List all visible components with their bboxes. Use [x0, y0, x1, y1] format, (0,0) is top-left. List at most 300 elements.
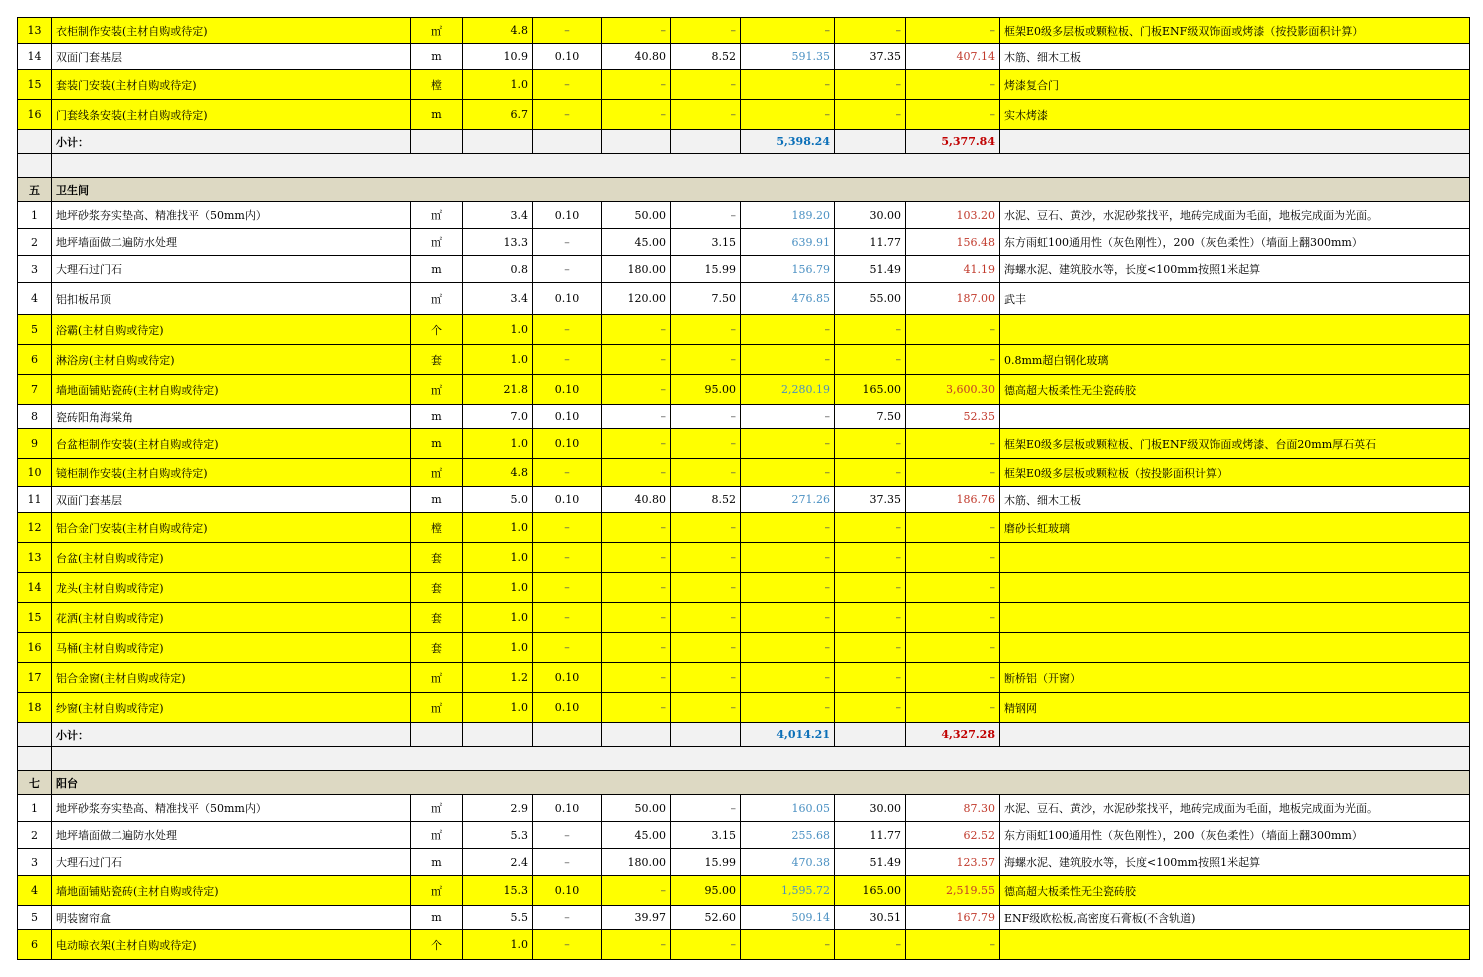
aux-price-cell[interactable]: –: [671, 459, 741, 487]
loss-rate-cell[interactable]: 0.10: [533, 405, 602, 429]
material-price-cell[interactable]: –: [602, 315, 671, 345]
material-price-cell[interactable]: –: [602, 573, 671, 603]
item-name-cell[interactable]: 台盆柜制作安装(主材自购或待定): [52, 429, 411, 459]
row-number-cell[interactable]: 3: [18, 849, 52, 876]
material-total-cell[interactable]: 255.68: [741, 822, 835, 849]
item-name-cell[interactable]: 墙地面铺贴瓷砖(主材自购或待定): [52, 375, 411, 405]
aux-price-cell[interactable]: –: [671, 543, 741, 573]
row-number-cell[interactable]: 16: [18, 633, 52, 663]
row-number-cell[interactable]: 16: [18, 100, 52, 130]
quantity-cell[interactable]: 4.8: [463, 18, 533, 44]
loss-rate-cell[interactable]: –: [533, 345, 602, 375]
row-number-cell[interactable]: 2: [18, 229, 52, 256]
labor-total-cell[interactable]: –: [906, 543, 1000, 573]
quantity-cell[interactable]: 6.7: [463, 100, 533, 130]
note-cell[interactable]: 德高超大板柔性无尘瓷砖胶: [1000, 375, 1470, 405]
material-price-cell[interactable]: –: [602, 513, 671, 543]
loss-rate-cell[interactable]: 0.10: [533, 693, 602, 723]
labor-price-cell[interactable]: 51.49: [835, 256, 906, 283]
material-total-cell[interactable]: –: [741, 603, 835, 633]
labor-total-cell[interactable]: –: [906, 100, 1000, 130]
quantity-cell[interactable]: 1.0: [463, 543, 533, 573]
row-number-cell[interactable]: 5: [18, 315, 52, 345]
item-name-cell[interactable]: 地坪墙面做二遍防水处理: [52, 229, 411, 256]
note-cell[interactable]: 水泥、豆石、黄沙，水泥砂浆找平，地砖完成面为毛面，地板完成面为光面。: [1000, 795, 1470, 822]
labor-total-cell[interactable]: 3,600.30: [906, 375, 1000, 405]
note-cell[interactable]: [1000, 633, 1470, 663]
blank-cell[interactable]: [52, 154, 1470, 178]
material-price-cell[interactable]: 180.00: [602, 849, 671, 876]
material-price-cell[interactable]: –: [602, 405, 671, 429]
row-number-cell[interactable]: 18: [18, 693, 52, 723]
item-name-cell[interactable]: 铝扣板吊顶: [52, 283, 411, 315]
quantity-cell[interactable]: 7.0: [463, 405, 533, 429]
aux-price-cell[interactable]: –: [671, 573, 741, 603]
blank-cell[interactable]: [671, 723, 741, 747]
labor-total-cell[interactable]: –: [906, 18, 1000, 44]
row-number-cell[interactable]: 4: [18, 283, 52, 315]
blank-cell[interactable]: [533, 723, 602, 747]
material-total-cell[interactable]: 2,280.19: [741, 375, 835, 405]
labor-price-cell[interactable]: –: [835, 315, 906, 345]
note-cell[interactable]: [1000, 405, 1470, 429]
note-cell[interactable]: 水泥、豆石、黄沙，水泥砂浆找平，地砖完成面为毛面，地板完成面为光面。: [1000, 202, 1470, 229]
aux-price-cell[interactable]: 7.50: [671, 283, 741, 315]
item-name-cell[interactable]: 瓷砖阳角海棠角: [52, 405, 411, 429]
unit-cell[interactable]: m: [411, 906, 463, 930]
blank-cell[interactable]: [671, 130, 741, 154]
labor-price-cell[interactable]: –: [835, 459, 906, 487]
loss-rate-cell[interactable]: –: [533, 822, 602, 849]
subtotal-labor-total[interactable]: 4,327.28: [906, 723, 1000, 747]
loss-rate-cell[interactable]: 0.10: [533, 283, 602, 315]
material-total-cell[interactable]: –: [741, 513, 835, 543]
item-name-cell[interactable]: 地坪砂浆夯实垫高、精准找平（50mm内）: [52, 795, 411, 822]
unit-cell[interactable]: 套: [411, 633, 463, 663]
labor-total-cell[interactable]: 52.35: [906, 405, 1000, 429]
material-price-cell[interactable]: –: [602, 663, 671, 693]
quantity-cell[interactable]: 1.0: [463, 315, 533, 345]
labor-price-cell[interactable]: 7.50: [835, 405, 906, 429]
row-number-cell[interactable]: 6: [18, 345, 52, 375]
material-total-cell[interactable]: –: [741, 543, 835, 573]
loss-rate-cell[interactable]: –: [533, 849, 602, 876]
subtotal-material-total[interactable]: 4,014.21: [741, 723, 835, 747]
loss-rate-cell[interactable]: –: [533, 930, 602, 960]
labor-total-cell[interactable]: –: [906, 345, 1000, 375]
material-total-cell[interactable]: 470.38: [741, 849, 835, 876]
loss-rate-cell[interactable]: 0.10: [533, 795, 602, 822]
note-cell[interactable]: 框架E0级多层板或颗粒板、门板ENF级双饰面或烤漆（按投影面积计算）: [1000, 18, 1470, 44]
labor-total-cell[interactable]: 87.30: [906, 795, 1000, 822]
row-number-cell[interactable]: 9: [18, 429, 52, 459]
labor-total-cell[interactable]: –: [906, 930, 1000, 960]
blank-cell[interactable]: [463, 130, 533, 154]
unit-cell[interactable]: ㎡: [411, 822, 463, 849]
aux-price-cell[interactable]: 15.99: [671, 849, 741, 876]
labor-total-cell[interactable]: 407.14: [906, 44, 1000, 70]
material-total-cell[interactable]: –: [741, 633, 835, 663]
loss-rate-cell[interactable]: 0.10: [533, 663, 602, 693]
labor-price-cell[interactable]: 37.35: [835, 487, 906, 513]
loss-rate-cell[interactable]: 0.10: [533, 375, 602, 405]
quantity-cell[interactable]: 4.8: [463, 459, 533, 487]
aux-price-cell[interactable]: 3.15: [671, 229, 741, 256]
row-number-cell[interactable]: 1: [18, 795, 52, 822]
material-total-cell[interactable]: 1,595.72: [741, 876, 835, 906]
item-name-cell[interactable]: 明装窗帘盒: [52, 906, 411, 930]
aux-price-cell[interactable]: –: [671, 100, 741, 130]
material-price-cell[interactable]: 40.80: [602, 44, 671, 70]
unit-cell[interactable]: 樘: [411, 70, 463, 100]
subtotal-label[interactable]: 小计：: [52, 723, 411, 747]
blank-cell[interactable]: [18, 154, 52, 178]
quantity-cell[interactable]: 5.0: [463, 487, 533, 513]
note-cell[interactable]: 东方雨虹100通用性（灰色刚性），200（灰色柔性）（墙面上翻300mm）: [1000, 229, 1470, 256]
labor-total-cell[interactable]: –: [906, 459, 1000, 487]
labor-price-cell[interactable]: 55.00: [835, 283, 906, 315]
material-price-cell[interactable]: –: [602, 459, 671, 487]
row-number-cell[interactable]: 15: [18, 603, 52, 633]
quantity-cell[interactable]: 2.9: [463, 795, 533, 822]
material-total-cell[interactable]: 271.26: [741, 487, 835, 513]
subtotal-labor-total[interactable]: 5,377.84: [906, 130, 1000, 154]
labor-price-cell[interactable]: 11.77: [835, 822, 906, 849]
material-price-cell[interactable]: 45.00: [602, 822, 671, 849]
material-total-cell[interactable]: –: [741, 70, 835, 100]
quantity-cell[interactable]: 1.0: [463, 345, 533, 375]
note-cell[interactable]: 框架E0级多层板或颗粒板、门板ENF级双饰面或烤漆、台面20mm厚石英石: [1000, 429, 1470, 459]
note-cell[interactable]: 木筋、细木工板: [1000, 44, 1470, 70]
material-price-cell[interactable]: –: [602, 603, 671, 633]
aux-price-cell[interactable]: –: [671, 315, 741, 345]
quantity-cell[interactable]: 3.4: [463, 283, 533, 315]
aux-price-cell[interactable]: –: [671, 795, 741, 822]
labor-total-cell[interactable]: –: [906, 603, 1000, 633]
unit-cell[interactable]: 樘: [411, 513, 463, 543]
labor-price-cell[interactable]: 30.51: [835, 906, 906, 930]
labor-price-cell[interactable]: –: [835, 543, 906, 573]
labor-price-cell[interactable]: –: [835, 693, 906, 723]
labor-price-cell[interactable]: –: [835, 513, 906, 543]
item-name-cell[interactable]: 大理石过门石: [52, 849, 411, 876]
item-name-cell[interactable]: 门套线条安装(主材自购或待定): [52, 100, 411, 130]
labor-total-cell[interactable]: –: [906, 633, 1000, 663]
section-number[interactable]: 五: [18, 178, 52, 202]
aux-price-cell[interactable]: –: [671, 603, 741, 633]
item-name-cell[interactable]: 铝合金窗(主材自购或待定): [52, 663, 411, 693]
item-name-cell[interactable]: 地坪砂浆夯实垫高、精准找平（50mm内）: [52, 202, 411, 229]
note-cell[interactable]: [1000, 543, 1470, 573]
row-number-cell[interactable]: 10: [18, 459, 52, 487]
labor-price-cell[interactable]: 11.77: [835, 229, 906, 256]
item-name-cell[interactable]: 大理石过门石: [52, 256, 411, 283]
unit-cell[interactable]: ㎡: [411, 795, 463, 822]
loss-rate-cell[interactable]: –: [533, 603, 602, 633]
material-price-cell[interactable]: 50.00: [602, 795, 671, 822]
unit-cell[interactable]: ㎡: [411, 202, 463, 229]
row-number-cell[interactable]: 6: [18, 930, 52, 960]
loss-rate-cell[interactable]: –: [533, 513, 602, 543]
material-price-cell[interactable]: –: [602, 345, 671, 375]
labor-total-cell[interactable]: –: [906, 573, 1000, 603]
labor-price-cell[interactable]: –: [835, 100, 906, 130]
aux-price-cell[interactable]: 95.00: [671, 375, 741, 405]
labor-total-cell[interactable]: 103.20: [906, 202, 1000, 229]
blank-cell[interactable]: [463, 723, 533, 747]
material-total-cell[interactable]: 160.05: [741, 795, 835, 822]
loss-rate-cell[interactable]: 0.10: [533, 429, 602, 459]
quantity-cell[interactable]: 3.4: [463, 202, 533, 229]
quantity-cell[interactable]: 1.0: [463, 693, 533, 723]
material-price-cell[interactable]: 39.97: [602, 906, 671, 930]
row-number-cell[interactable]: 1: [18, 202, 52, 229]
labor-total-cell[interactable]: –: [906, 663, 1000, 693]
quantity-cell[interactable]: 1.0: [463, 513, 533, 543]
unit-cell[interactable]: ㎡: [411, 663, 463, 693]
labor-price-cell[interactable]: –: [835, 70, 906, 100]
item-name-cell[interactable]: 镜柜制作安装(主材自购或待定): [52, 459, 411, 487]
labor-total-cell[interactable]: 123.57: [906, 849, 1000, 876]
blank-cell[interactable]: [18, 747, 52, 771]
blank-cell[interactable]: [835, 130, 906, 154]
item-name-cell[interactable]: 地坪墙面做二遍防水处理: [52, 822, 411, 849]
aux-price-cell[interactable]: 3.15: [671, 822, 741, 849]
unit-cell[interactable]: m: [411, 100, 463, 130]
labor-price-cell[interactable]: –: [835, 573, 906, 603]
note-cell[interactable]: 武丰: [1000, 283, 1470, 315]
item-name-cell[interactable]: 纱窗(主材自购或待定): [52, 693, 411, 723]
labor-total-cell[interactable]: 156.48: [906, 229, 1000, 256]
blank-cell[interactable]: [411, 723, 463, 747]
quantity-cell[interactable]: 0.8: [463, 256, 533, 283]
note-cell[interactable]: 木筋、细木工板: [1000, 487, 1470, 513]
labor-total-cell[interactable]: –: [906, 693, 1000, 723]
item-name-cell[interactable]: 衣柜制作安装(主材自购或待定): [52, 18, 411, 44]
note-cell[interactable]: 海螺水泥、建筑胶水等，长度<100mm按照1米起算: [1000, 849, 1470, 876]
blank-cell[interactable]: [52, 747, 1470, 771]
section-number[interactable]: 七: [18, 771, 52, 795]
aux-price-cell[interactable]: –: [671, 633, 741, 663]
labor-price-cell[interactable]: 165.00: [835, 876, 906, 906]
item-name-cell[interactable]: 花洒(主材自购或待定): [52, 603, 411, 633]
aux-price-cell[interactable]: –: [671, 18, 741, 44]
material-price-cell[interactable]: –: [602, 693, 671, 723]
labor-total-cell[interactable]: 187.00: [906, 283, 1000, 315]
labor-total-cell[interactable]: 167.79: [906, 906, 1000, 930]
aux-price-cell[interactable]: –: [671, 70, 741, 100]
row-number-cell[interactable]: 13: [18, 543, 52, 573]
material-total-cell[interactable]: –: [741, 459, 835, 487]
labor-total-cell[interactable]: –: [906, 513, 1000, 543]
aux-price-cell[interactable]: 52.60: [671, 906, 741, 930]
note-cell[interactable]: [1000, 573, 1470, 603]
unit-cell[interactable]: 套: [411, 345, 463, 375]
labor-price-cell[interactable]: –: [835, 345, 906, 375]
item-name-cell[interactable]: 台盆(主材自购或待定): [52, 543, 411, 573]
labor-price-cell[interactable]: 51.49: [835, 849, 906, 876]
row-number-cell[interactable]: 13: [18, 18, 52, 44]
quantity-cell[interactable]: 1.0: [463, 573, 533, 603]
material-price-cell[interactable]: –: [602, 70, 671, 100]
labor-price-cell[interactable]: –: [835, 663, 906, 693]
labor-price-cell[interactable]: –: [835, 429, 906, 459]
unit-cell[interactable]: m: [411, 44, 463, 70]
note-cell[interactable]: 实木烤漆: [1000, 100, 1470, 130]
subtotal-label[interactable]: 小计：: [52, 130, 411, 154]
labor-total-cell[interactable]: 2,519.55: [906, 876, 1000, 906]
item-name-cell[interactable]: 马桶(主材自购或待定): [52, 633, 411, 663]
quantity-cell[interactable]: 1.0: [463, 603, 533, 633]
item-name-cell[interactable]: 墙地面铺贴瓷砖(主材自购或待定): [52, 876, 411, 906]
aux-price-cell[interactable]: 8.52: [671, 487, 741, 513]
material-price-cell[interactable]: –: [602, 876, 671, 906]
note-cell[interactable]: 框架E0级多层板或颗粒板（按投影面积计算）: [1000, 459, 1470, 487]
section-title[interactable]: 卫生间: [52, 178, 1470, 202]
loss-rate-cell[interactable]: –: [533, 100, 602, 130]
material-total-cell[interactable]: –: [741, 930, 835, 960]
quantity-cell[interactable]: 21.8: [463, 375, 533, 405]
note-cell[interactable]: 磨砂长虹玻璃: [1000, 513, 1470, 543]
unit-cell[interactable]: m: [411, 487, 463, 513]
labor-total-cell[interactable]: 41.19: [906, 256, 1000, 283]
labor-price-cell[interactable]: 165.00: [835, 375, 906, 405]
note-cell[interactable]: 东方雨虹100通用性（灰色刚性），200（灰色柔性）（墙面上翻300mm）: [1000, 822, 1470, 849]
material-total-cell[interactable]: –: [741, 693, 835, 723]
item-name-cell[interactable]: 浴霸(主材自购或待定): [52, 315, 411, 345]
material-total-cell[interactable]: 189.20: [741, 202, 835, 229]
loss-rate-cell[interactable]: 0.10: [533, 487, 602, 513]
loss-rate-cell[interactable]: –: [533, 315, 602, 345]
note-cell[interactable]: 德高超大板柔性无尘瓷砖胶: [1000, 876, 1470, 906]
quantity-cell[interactable]: 1.0: [463, 633, 533, 663]
aux-price-cell[interactable]: 95.00: [671, 876, 741, 906]
item-name-cell[interactable]: 套装门安装(主材自购或待定): [52, 70, 411, 100]
material-price-cell[interactable]: –: [602, 543, 671, 573]
unit-cell[interactable]: 套: [411, 543, 463, 573]
row-number-cell[interactable]: 4: [18, 876, 52, 906]
row-number-cell[interactable]: 17: [18, 663, 52, 693]
blank-cell[interactable]: [411, 130, 463, 154]
labor-total-cell[interactable]: 186.76: [906, 487, 1000, 513]
material-price-cell[interactable]: –: [602, 100, 671, 130]
labor-price-cell[interactable]: –: [835, 18, 906, 44]
material-total-cell[interactable]: –: [741, 315, 835, 345]
row-number-cell[interactable]: 14: [18, 44, 52, 70]
unit-cell[interactable]: m: [411, 256, 463, 283]
material-total-cell[interactable]: –: [741, 100, 835, 130]
blank-cell[interactable]: [533, 130, 602, 154]
loss-rate-cell[interactable]: –: [533, 18, 602, 44]
note-cell[interactable]: 0.8mm超白钢化玻璃: [1000, 345, 1470, 375]
quantity-cell[interactable]: 1.0: [463, 70, 533, 100]
blank-cell[interactable]: [18, 723, 52, 747]
aux-price-cell[interactable]: –: [671, 693, 741, 723]
item-name-cell[interactable]: 双面门套基层: [52, 44, 411, 70]
labor-price-cell[interactable]: 37.35: [835, 44, 906, 70]
unit-cell[interactable]: ㎡: [411, 876, 463, 906]
row-number-cell[interactable]: 5: [18, 906, 52, 930]
labor-price-cell[interactable]: –: [835, 603, 906, 633]
item-name-cell[interactable]: 铝合金门安装(主材自购或待定): [52, 513, 411, 543]
labor-price-cell[interactable]: 30.00: [835, 795, 906, 822]
quantity-cell[interactable]: 1.0: [463, 930, 533, 960]
material-total-cell[interactable]: 156.79: [741, 256, 835, 283]
material-price-cell[interactable]: 120.00: [602, 283, 671, 315]
loss-rate-cell[interactable]: –: [533, 543, 602, 573]
unit-cell[interactable]: ㎡: [411, 375, 463, 405]
material-total-cell[interactable]: 509.14: [741, 906, 835, 930]
quantity-cell[interactable]: 1.2: [463, 663, 533, 693]
note-cell[interactable]: 烤漆复合门: [1000, 70, 1470, 100]
item-name-cell[interactable]: 双面门套基层: [52, 487, 411, 513]
row-number-cell[interactable]: 12: [18, 513, 52, 543]
labor-total-cell[interactable]: –: [906, 315, 1000, 345]
row-number-cell[interactable]: 15: [18, 70, 52, 100]
quantity-cell[interactable]: 5.5: [463, 906, 533, 930]
row-number-cell[interactable]: 14: [18, 573, 52, 603]
material-price-cell[interactable]: –: [602, 375, 671, 405]
material-total-cell[interactable]: –: [741, 405, 835, 429]
material-price-cell[interactable]: –: [602, 429, 671, 459]
material-total-cell[interactable]: 591.35: [741, 44, 835, 70]
note-cell[interactable]: [1000, 930, 1470, 960]
note-cell[interactable]: 断桥铝（开窗）: [1000, 663, 1470, 693]
material-price-cell[interactable]: 45.00: [602, 229, 671, 256]
unit-cell[interactable]: ㎡: [411, 693, 463, 723]
material-total-cell[interactable]: 639.91: [741, 229, 835, 256]
unit-cell[interactable]: 套: [411, 573, 463, 603]
quantity-cell[interactable]: 15.3: [463, 876, 533, 906]
loss-rate-cell[interactable]: –: [533, 459, 602, 487]
loss-rate-cell[interactable]: –: [533, 70, 602, 100]
unit-cell[interactable]: m: [411, 849, 463, 876]
blank-cell[interactable]: [602, 723, 671, 747]
aux-price-cell[interactable]: –: [671, 429, 741, 459]
item-name-cell[interactable]: 电动晾衣架(主材自购或待定): [52, 930, 411, 960]
aux-price-cell[interactable]: –: [671, 405, 741, 429]
material-price-cell[interactable]: 180.00: [602, 256, 671, 283]
blank-cell[interactable]: [835, 723, 906, 747]
blank-cell[interactable]: [602, 130, 671, 154]
material-price-cell[interactable]: –: [602, 930, 671, 960]
unit-cell[interactable]: ㎡: [411, 229, 463, 256]
loss-rate-cell[interactable]: –: [533, 633, 602, 663]
labor-total-cell[interactable]: –: [906, 70, 1000, 100]
loss-rate-cell[interactable]: –: [533, 256, 602, 283]
labor-price-cell[interactable]: –: [835, 633, 906, 663]
quantity-cell[interactable]: 2.4: [463, 849, 533, 876]
section-title[interactable]: 阳台: [52, 771, 1470, 795]
unit-cell[interactable]: ㎡: [411, 18, 463, 44]
unit-cell[interactable]: ㎡: [411, 459, 463, 487]
unit-cell[interactable]: m: [411, 429, 463, 459]
note-cell[interactable]: ENF级欧松板,高密度石膏板(不含轨道): [1000, 906, 1470, 930]
unit-cell[interactable]: 套: [411, 603, 463, 633]
unit-cell[interactable]: m: [411, 405, 463, 429]
material-total-cell[interactable]: –: [741, 663, 835, 693]
item-name-cell[interactable]: 淋浴房(主材自购或待定): [52, 345, 411, 375]
loss-rate-cell[interactable]: –: [533, 573, 602, 603]
row-number-cell[interactable]: 11: [18, 487, 52, 513]
item-name-cell[interactable]: 龙头(主材自购或待定): [52, 573, 411, 603]
aux-price-cell[interactable]: –: [671, 202, 741, 229]
labor-price-cell[interactable]: –: [835, 930, 906, 960]
material-price-cell[interactable]: –: [602, 18, 671, 44]
material-total-cell[interactable]: –: [741, 18, 835, 44]
unit-cell[interactable]: 个: [411, 315, 463, 345]
row-number-cell[interactable]: 2: [18, 822, 52, 849]
